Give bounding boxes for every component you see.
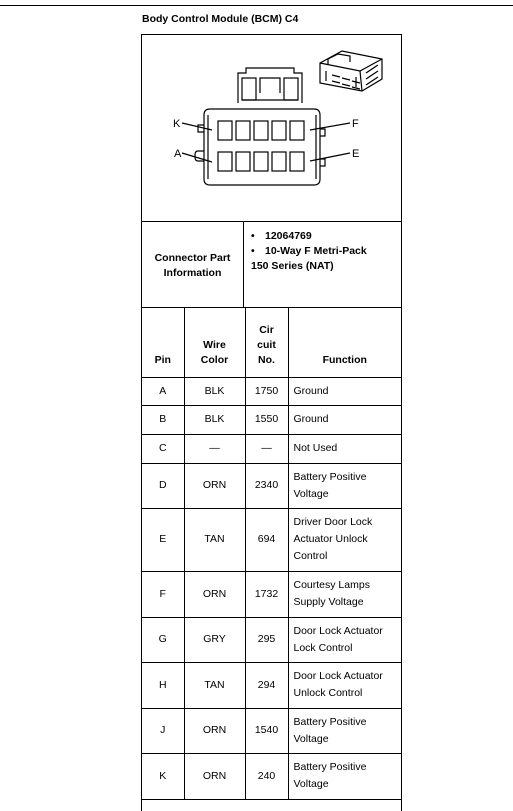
function-cell: Ground xyxy=(288,405,401,434)
connector-part-info-row xyxy=(142,221,401,308)
circuit-cell: 294 xyxy=(245,662,288,708)
wire-color-cell: ORN xyxy=(184,753,245,799)
wire-color-cell: — xyxy=(184,434,245,463)
pin-cell: A xyxy=(142,377,184,405)
circuit-cell: — xyxy=(245,434,288,463)
circuit-cell: 694 xyxy=(245,508,288,571)
table-row xyxy=(142,463,401,508)
pin-cell: E xyxy=(142,508,184,571)
header-function: Function xyxy=(288,307,401,377)
function-cell: Not Used xyxy=(288,434,401,463)
function-cell: Battery Positive Voltage xyxy=(288,463,401,508)
function-cell: Battery Positive Voltage xyxy=(288,708,401,753)
pin-cell: B xyxy=(142,405,184,434)
top-rule xyxy=(0,5,513,6)
table-row xyxy=(142,708,401,753)
pin-label-a: A xyxy=(174,148,182,160)
pin-cell: J xyxy=(142,708,184,753)
circuit-cell: 1732 xyxy=(245,571,288,617)
table-row xyxy=(142,571,401,617)
connector-table-frame xyxy=(141,34,402,811)
pin-table xyxy=(142,307,401,800)
wire-color-cell: ORN xyxy=(184,571,245,617)
document-title: Body Control Module (BCM) C4 xyxy=(142,13,299,25)
connector-description-line1: 10-Way F Metri-Pack xyxy=(265,245,367,257)
wire-color-cell: ORN xyxy=(184,708,245,753)
circuit-cell: 1540 xyxy=(245,708,288,753)
pin-cell: K xyxy=(142,753,184,799)
circuit-cell: 240 xyxy=(245,753,288,799)
table-row xyxy=(142,753,401,799)
bullet: • xyxy=(251,230,255,242)
function-cell: Door Lock Actuator Unlock Control xyxy=(288,662,401,708)
function-cell: Battery Positive Voltage xyxy=(288,753,401,799)
info-label-line1: Connector Part xyxy=(154,252,231,264)
pin-label-e: E xyxy=(352,148,360,160)
table-row xyxy=(142,377,401,405)
pin-cell: D xyxy=(142,463,184,508)
wire-color-cell: BLK xyxy=(184,405,245,434)
table-row xyxy=(142,405,401,434)
table-row xyxy=(142,617,401,662)
pin-label-k: K xyxy=(173,118,181,130)
header-pin: Pin xyxy=(142,307,184,377)
wire-color-cell: TAN xyxy=(184,508,245,571)
circuit-cell: 1550 xyxy=(245,405,288,434)
connector-face-drawing xyxy=(142,35,401,221)
circuit-cell: 2340 xyxy=(245,463,288,508)
header-wire-color: Wire Color xyxy=(184,307,245,377)
pin-cell: C xyxy=(142,434,184,463)
wire-color-cell: ORN xyxy=(184,463,245,508)
info-label-line2: Information xyxy=(163,267,222,279)
function-cell: Courtesy Lamps Supply Voltage xyxy=(288,571,401,617)
part-number: 12064769 xyxy=(265,230,312,242)
pin-table-header-row xyxy=(142,307,401,377)
header-circuit-number: Cir cuit No. xyxy=(245,307,288,377)
pin-label-f: F xyxy=(352,118,359,130)
table-row xyxy=(142,662,401,708)
function-cell: Door Lock Actuator Lock Control xyxy=(288,617,401,662)
pin-cell: H xyxy=(142,662,184,708)
bullet: • xyxy=(251,245,255,257)
function-cell: Driver Door Lock Actuator Unlock Control xyxy=(288,508,401,571)
table-row xyxy=(142,508,401,571)
wire-color-cell: GRY xyxy=(184,617,245,662)
function-cell: Ground xyxy=(288,377,401,405)
pin-cell: G xyxy=(142,617,184,662)
table-row xyxy=(142,434,401,463)
circuit-cell: 1750 xyxy=(245,377,288,405)
wire-color-cell: BLK xyxy=(184,377,245,405)
connector-description-item xyxy=(245,244,395,259)
part-number-item xyxy=(245,229,395,244)
connector-diagram xyxy=(142,35,401,222)
wire-color-cell: TAN xyxy=(184,662,245,708)
circuit-cell: 295 xyxy=(245,617,288,662)
connector-part-info-values xyxy=(245,229,395,274)
pin-cell: F xyxy=(142,571,184,617)
connector-part-info-label xyxy=(142,221,244,307)
connector-description-line2: 150 Series (NAT) xyxy=(251,260,334,272)
